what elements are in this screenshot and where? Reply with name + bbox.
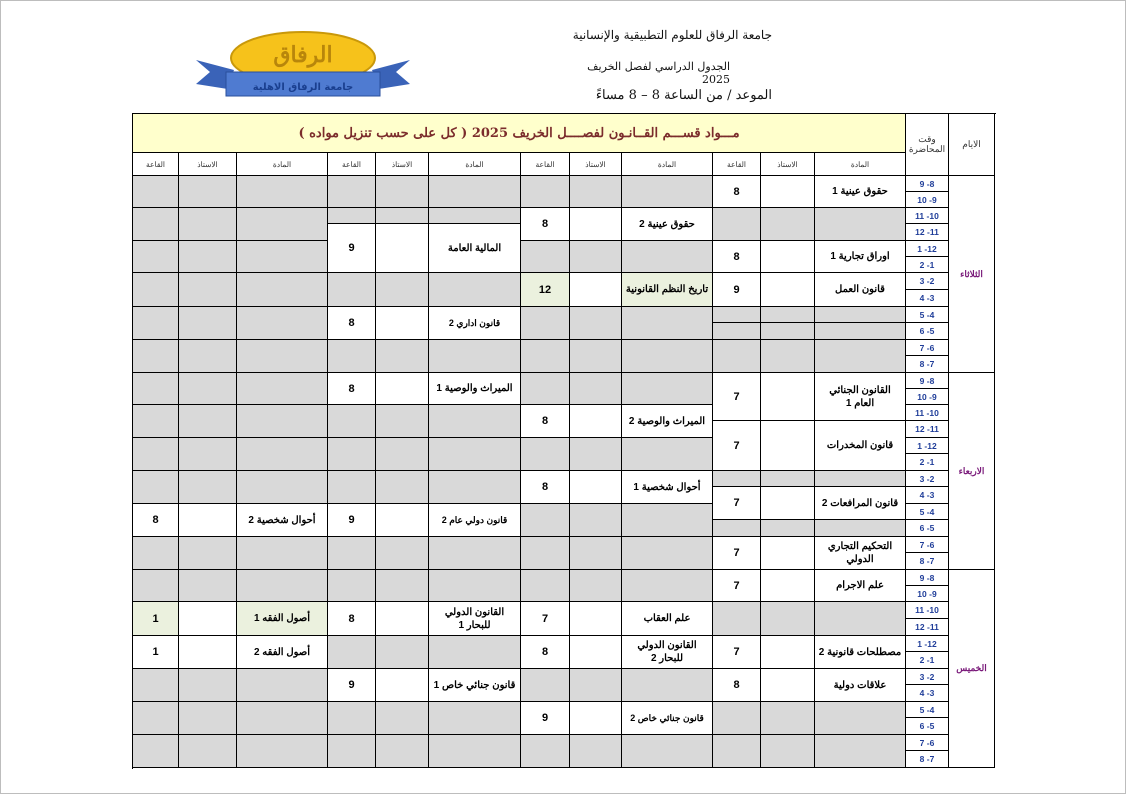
time-slot: 5- 6 [906,323,949,340]
teacher-cell [761,273,815,307]
col-header-hall: القاعة [713,153,761,176]
empty-slot [328,340,376,373]
hall-number: 8 [521,405,570,438]
teacher-cell [570,471,622,504]
empty-slot [376,273,429,307]
subject-name: أحوال شخصية 2 [237,504,328,537]
empty-slot [429,537,521,570]
col-header-hall: القاعة [328,153,376,176]
empty-slot [429,702,521,735]
empty-slot [570,307,622,340]
empty-slot [570,537,622,570]
teacher-cell [570,208,622,241]
empty-slot [237,340,328,373]
teacher-cell [570,273,622,307]
hall-number: 1 [133,636,179,669]
time-slot: 8- 9 [906,570,949,586]
empty-slot [376,702,429,735]
hall-number: 8 [713,241,761,273]
col-header-teacher: الاستاذ [179,153,237,176]
teacher-cell [570,636,622,669]
empty-slot [521,373,570,405]
empty-slot [570,735,622,768]
empty-slot [815,323,906,340]
empty-slot [815,602,906,636]
empty-slot [570,438,622,471]
day-label: الاربعاء [949,373,995,570]
appointment-time: الموعد / من الساعة 8 – 8 مساءً [595,88,772,103]
empty-slot [328,208,376,224]
empty-slot [713,208,761,241]
subject-name: أحوال شخصية 1 [622,471,713,504]
teacher-cell [179,636,237,669]
empty-slot [179,570,237,602]
empty-slot [815,735,906,768]
hall-number: 7 [713,421,761,471]
empty-slot [133,438,179,471]
empty-slot [570,504,622,537]
empty-slot [133,702,179,735]
empty-slot [521,570,570,602]
empty-slot [622,669,713,702]
empty-slot [713,307,761,323]
hall-number: 8 [328,373,376,405]
empty-slot [429,471,521,504]
time-slot: 2- 3 [906,273,949,290]
empty-slot [133,471,179,504]
day-label: الخميس [949,570,995,768]
empty-slot [622,241,713,273]
time-slot: 1- 2 [906,454,949,471]
empty-slot [713,520,761,537]
empty-slot [429,735,521,768]
empty-slot [815,307,906,323]
teacher-cell [570,602,622,636]
subject-name: حقوق عينية 1 [815,176,906,208]
time-slot: 3- 4 [906,290,949,307]
teacher-cell [761,241,815,273]
empty-slot [521,241,570,273]
empty-slot [328,405,376,438]
empty-slot [429,273,521,307]
subject-name: تاريخ النظم القانونية [622,273,713,307]
teacher-cell [761,669,815,702]
empty-slot [237,307,328,340]
empty-slot [622,537,713,570]
empty-slot [376,176,429,208]
hall-number: 9 [328,669,376,702]
empty-slot [328,702,376,735]
hall-number: 7 [713,537,761,570]
empty-slot [815,471,906,487]
empty-slot [713,735,761,768]
col-header-subject: المادة [237,153,328,176]
teacher-cell [761,537,815,570]
time-slot: 10- 11 [906,602,949,619]
days-column-header: الايام [949,114,995,176]
teacher-cell [376,307,429,340]
col-header-teacher: الاستاذ [376,153,429,176]
empty-slot [570,373,622,405]
subject-name: الميراث والوصية 1 [429,373,521,405]
empty-slot [713,702,761,735]
empty-slot [328,570,376,602]
subject-name: قانون دولي عام 2 [429,504,521,537]
empty-slot [521,504,570,537]
empty-slot [179,373,237,405]
empty-slot [328,273,376,307]
hall-number: 12 [521,273,570,307]
time-slot: 12- 1 [906,438,949,454]
empty-slot [521,340,570,373]
hall-number: 8 [521,471,570,504]
subject-name: قانون جنائي خاص 2 [622,702,713,735]
hall-number: 8 [328,602,376,636]
teacher-cell [761,421,815,471]
empty-slot [237,669,328,702]
empty-slot [133,570,179,602]
empty-slot [713,340,761,373]
teacher-cell [376,224,429,273]
hall-number: 9 [328,504,376,537]
time-slot: 4- 5 [906,504,949,520]
empty-slot [521,735,570,768]
hall-number: 9 [328,224,376,273]
empty-slot [570,669,622,702]
empty-slot [761,520,815,537]
empty-slot [237,208,328,241]
empty-slot [237,176,328,208]
empty-slot [328,636,376,669]
empty-slot [179,537,237,570]
empty-slot [237,570,328,602]
hall-number: 7 [713,570,761,602]
empty-slot [376,570,429,602]
time-slot: 3- 4 [906,685,949,702]
empty-slot [237,373,328,405]
subject-name: قانون اداري 2 [429,307,521,340]
empty-slot [328,438,376,471]
empty-slot [328,735,376,768]
empty-slot [133,241,179,273]
empty-slot [622,340,713,373]
subject-name: أصول الفقه 2 [237,636,328,669]
teacher-cell [376,669,429,702]
empty-slot [376,208,429,224]
time-slot: 4- 5 [906,307,949,323]
time-slot: 8- 9 [906,176,949,192]
time-header-top: وقت [918,134,936,145]
time-slot: 8- 9 [906,373,949,389]
empty-slot [179,241,237,273]
empty-slot [237,438,328,471]
empty-slot [622,176,713,208]
subject-name: حقوق عينية 2 [622,208,713,241]
empty-slot [761,340,815,373]
empty-slot [429,208,521,224]
col-header-subject: المادة [429,153,521,176]
empty-slot [429,405,521,438]
empty-slot [328,537,376,570]
empty-slot [133,176,179,208]
time-slot: 10- 11 [906,208,949,224]
empty-slot [622,735,713,768]
time-slot: 1- 2 [906,652,949,669]
empty-slot [179,438,237,471]
subject-name: علاقات دولية [815,669,906,702]
teacher-cell [376,373,429,405]
empty-slot [815,208,906,241]
time-slot: 6- 7 [906,735,949,751]
time-slot: 9- 10 [906,389,949,405]
hall-number: 8 [133,504,179,537]
empty-slot [761,735,815,768]
time-slot: 4- 5 [906,702,949,718]
empty-slot [521,307,570,340]
time-slot: 11- 12 [906,224,949,241]
empty-slot [815,702,906,735]
time-slot: 1- 2 [906,257,949,273]
empty-slot [429,570,521,602]
hall-number: 7 [713,373,761,421]
teacher-cell [761,570,815,602]
empty-slot [570,570,622,602]
subject-name: الميراث والوصية 2 [622,405,713,438]
time-slot: 9- 10 [906,192,949,208]
empty-slot [570,176,622,208]
table-title: مـــواد قســـم القــانـون لفصــــل الخريف 2025 ( كل على حسب تنزيل مواده ) [133,114,906,153]
teacher-cell [376,504,429,537]
empty-slot [179,340,237,373]
empty-slot [521,537,570,570]
empty-slot [376,438,429,471]
empty-slot [622,504,713,537]
empty-slot [237,241,328,273]
hall-number: 8 [713,669,761,702]
hall-number: 9 [713,273,761,307]
empty-slot [622,307,713,340]
empty-slot [761,602,815,636]
empty-slot [376,471,429,504]
empty-slot [179,669,237,702]
empty-slot [622,373,713,405]
empty-slot [133,273,179,307]
subject-name: اوراق تجارية 1 [815,241,906,273]
empty-slot [237,471,328,504]
empty-slot [328,471,376,504]
col-header-subject: المادة [622,153,713,176]
empty-slot [133,405,179,438]
empty-slot [376,405,429,438]
empty-slot [179,307,237,340]
empty-slot [237,405,328,438]
time-slot: 7- 8 [906,553,949,570]
time-slot: 12- 1 [906,636,949,652]
logo-subtext: جامعة الرفاق الاهلية [252,82,354,93]
empty-slot [133,340,179,373]
empty-slot [521,669,570,702]
subject-name: علم الاجرام [815,570,906,602]
time-slot: 11- 12 [906,421,949,438]
hall-number: 7 [713,636,761,669]
time-slot: 12- 1 [906,241,949,257]
empty-slot [179,702,237,735]
teacher-cell [570,702,622,735]
subject-name: قانون المخدرات [815,421,906,471]
subject-name: علم العقاب [622,602,713,636]
hall-number: 1 [133,602,179,636]
empty-slot [376,735,429,768]
time-slot: 7- 8 [906,356,949,373]
empty-slot [761,307,815,323]
empty-slot [429,176,521,208]
empty-slot [179,735,237,768]
teacher-cell [179,504,237,537]
empty-slot [429,340,521,373]
empty-slot [376,537,429,570]
empty-slot [429,438,521,471]
empty-slot [133,669,179,702]
empty-slot [713,471,761,487]
empty-slot [179,208,237,241]
time-slot: 5- 6 [906,718,949,735]
time-slot: 6- 7 [906,340,949,356]
empty-slot [133,307,179,340]
time-slot: 2- 3 [906,471,949,487]
teacher-cell [761,636,815,669]
col-header-teacher: الاستاذ [761,153,815,176]
university-name: جامعة الرفاق للعلوم التطبيقية والإنسانية [572,28,772,42]
time-slot: 7- 8 [906,751,949,768]
hall-number: 8 [713,176,761,208]
time-slot: 3- 4 [906,487,949,504]
hall-number: 7 [521,602,570,636]
time-slot: 5- 6 [906,520,949,537]
hall-number: 8 [521,636,570,669]
empty-slot [815,520,906,537]
col-header-subject: المادة [815,153,906,176]
time-slot: 9- 10 [906,586,949,602]
empty-slot [179,471,237,504]
empty-slot [761,208,815,241]
teacher-cell [761,373,815,421]
empty-slot [761,323,815,340]
empty-slot [237,537,328,570]
empty-slot [570,241,622,273]
empty-slot [570,340,622,373]
col-header-teacher: الاستاذ [570,153,622,176]
empty-slot [237,735,328,768]
subject-name: أصول الفقه 1 [237,602,328,636]
empty-slot [713,323,761,340]
empty-slot [376,340,429,373]
subject-name: مصطلحات قانونية 2 [815,636,906,669]
subject-name: المالية العامة [429,224,521,273]
time-slot: 2- 3 [906,669,949,685]
hall-number: 8 [328,307,376,340]
subject-name: قانون المرافعات 2 [815,487,906,520]
col-header-hall: القاعة [133,153,179,176]
empty-slot [237,273,328,307]
empty-slot [179,273,237,307]
empty-slot [376,636,429,669]
empty-slot [237,702,328,735]
col-header-hall: القاعة [521,153,570,176]
empty-slot [133,373,179,405]
subject-name: التحكيم التجاري الدولي [815,537,906,570]
time-column-header [906,114,949,176]
time-slot: 11- 12 [906,619,949,636]
empty-slot [133,208,179,241]
empty-slot [622,438,713,471]
time-slot: 10- 11 [906,405,949,421]
teacher-cell [761,176,815,208]
hall-number: 8 [521,208,570,241]
empty-slot [429,636,521,669]
empty-slot [815,340,906,373]
day-label: الثلاثاء [949,176,995,373]
subject-name: القانون الجنائي العام 1 [815,373,906,421]
hall-number: 7 [713,487,761,520]
subject-name: القانون الدولي للبحار 1 [429,602,521,636]
empty-slot [761,702,815,735]
teacher-cell [179,602,237,636]
schedule-title: الجدول الدراسي لفصل الخريف 2025 [587,60,730,86]
time-slot: 6- 7 [906,537,949,553]
teacher-cell [570,405,622,438]
empty-slot [133,537,179,570]
logo-text: الرفاق [273,42,333,68]
empty-slot [133,735,179,768]
empty-slot [179,176,237,208]
empty-slot [328,176,376,208]
empty-slot [521,438,570,471]
teacher-cell [761,487,815,520]
empty-slot [521,176,570,208]
subject-name: القانون الدولي للبحار 2 [622,636,713,669]
empty-slot [179,405,237,438]
empty-slot [761,471,815,487]
hall-number: 9 [521,702,570,735]
subject-name: قانون العمل [815,273,906,307]
subject-name: قانون جنائي خاص 1 [429,669,521,702]
empty-slot [622,570,713,602]
empty-slot [713,602,761,636]
time-header-bottom: المحاضرة [908,144,946,155]
teacher-cell [376,602,429,636]
